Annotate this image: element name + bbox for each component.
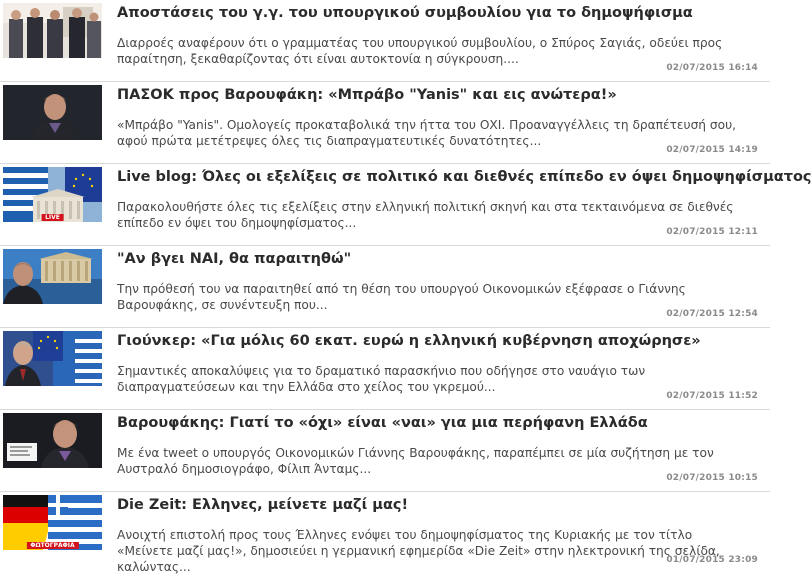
article-item xyxy=(0,328,770,410)
article-excerpt: «Μπράβο "Yanis". Ομολογείς προκαταβολικά την ήττα του ΟΧΙ. Προαναγγέλλεις τη δραπέτευσή σου, αφού πρώτα μετέτρεψες όλες τις διαπραγματευτικές δυνατότητες... xyxy=(117,118,737,148)
article-date: 02/07/2015 12:11 xyxy=(666,227,758,237)
article-thumbnail[interactable] xyxy=(3,167,102,222)
article-thumbnail[interactable] xyxy=(3,249,102,304)
article-excerpt: Διαρροές αναφέρουν ότι ο γραμματέας του υπουργικού συμβουλίου, ο Σπύρος Σαγιάς, οδεύει προς παραίτηση, ξεκαθαρίζοντας ότι είναι αυτοκτονία η σύγκρουση.... xyxy=(117,36,723,66)
live-badge: LIVE xyxy=(41,214,64,221)
article-excerpt: Παρακολουθήστε όλες τις εξελίξεις στην ελληνική πολιτική σκηνή και στα τεκταινόμενα σε διεθνές επίπεδο εν όψει του δημοψηφίσματος... xyxy=(117,200,734,230)
article-title[interactable]: "Αν βγει ΝΑΙ, θα παραιτηθώ" xyxy=(117,251,352,267)
article-date: 02/07/2015 12:54 xyxy=(666,309,758,319)
article-thumbnail[interactable] xyxy=(3,331,102,386)
officials-photo-image xyxy=(3,3,102,58)
article-item xyxy=(0,0,770,82)
article-item xyxy=(0,492,770,574)
article-item xyxy=(0,246,770,328)
article-title[interactable]: Βαρουφάκης: Γιατί το «όχι» είναι «ναι» για μια περήφανη Ελλάδα xyxy=(117,415,648,431)
article-thumbnail[interactable] xyxy=(3,495,102,550)
acropolis-portrait-image xyxy=(3,249,102,304)
photo-badge: ΦΩΤΟΓΡΑΦΙΑ xyxy=(26,542,78,549)
article-date: 02/07/2015 14:19 xyxy=(666,145,758,155)
article-item xyxy=(0,82,770,164)
article-excerpt: Με ένα tweet ο υπουργός Οικονομικών Γιάννης Βαρουφάκης, παραπέμπει σε μία συζήτηση με τον Αυστραλό δημοσιογράφο, Φίλιπ Άνταμς... xyxy=(117,446,714,476)
article-item xyxy=(0,410,770,492)
article-excerpt: Σημαντικές αποκαλύψεις για το δραματικό παρασκήνιο που οδήγησε στο ναυάγιο των διαπραγματεύσεων και την Ελλάδα στο χείλος του γκρεμού... xyxy=(117,364,646,394)
article-title[interactable]: Γιούνκερ: «Για μόλις 60 εκατ. ευρώ η ελληνική κυβέρνηση αποχώρησε» xyxy=(117,333,701,349)
article-title[interactable]: Αποστάσεις του γ.γ. του υπουργικού συμβουλίου για το δημοψήφισμα xyxy=(117,5,693,21)
article-thumbnail[interactable] xyxy=(3,85,102,140)
article-date: 02/07/2015 16:14 xyxy=(666,63,758,73)
portrait-image xyxy=(3,85,102,140)
article-title[interactable]: ΠΑΣΟΚ προς Βαρουφάκη: «Μπράβο "Yanis" και εις ανώτερα!» xyxy=(117,87,617,103)
article-excerpt: Την πρόθεσή του να παραιτηθεί από τη θέση του υπουργού Οικονομικών εξέφρασε ο Γιάννης Βαρουφάκης, σε συνέντευξη που... xyxy=(117,282,686,312)
juncker-flags-image xyxy=(3,331,102,386)
article-title[interactable]: Die Zeit: Ελληνες, μείνετε μαζί μας! xyxy=(117,497,409,513)
tweet-portrait-image xyxy=(3,413,102,468)
article-item xyxy=(0,164,812,246)
article-title[interactable]: Live blog: Όλες οι εξελίξεις σε πολιτικό και διεθνές επίπεδο εν όψει δημοψηφίσματος xyxy=(117,169,812,185)
article-thumbnail[interactable] xyxy=(3,3,102,58)
article-thumbnail[interactable] xyxy=(3,413,102,468)
article-excerpt: Ανοιχτή επιστολή προς τους Έλληνες ενόψει του δημοψηφίσματος της Κυριακής με τον τίτλο «Μείνετε μαζί μας!», δημοσιεύει η γερμανική εφημερίδα «Die Zeit» στην ηλεκτρονική της σελίδα, καλώντας... xyxy=(117,528,720,574)
article-date: 01/07/2015 23:09 xyxy=(666,555,758,565)
article-date: 02/07/2015 11:52 xyxy=(666,391,758,401)
article-date: 02/07/2015 10:15 xyxy=(666,473,758,483)
